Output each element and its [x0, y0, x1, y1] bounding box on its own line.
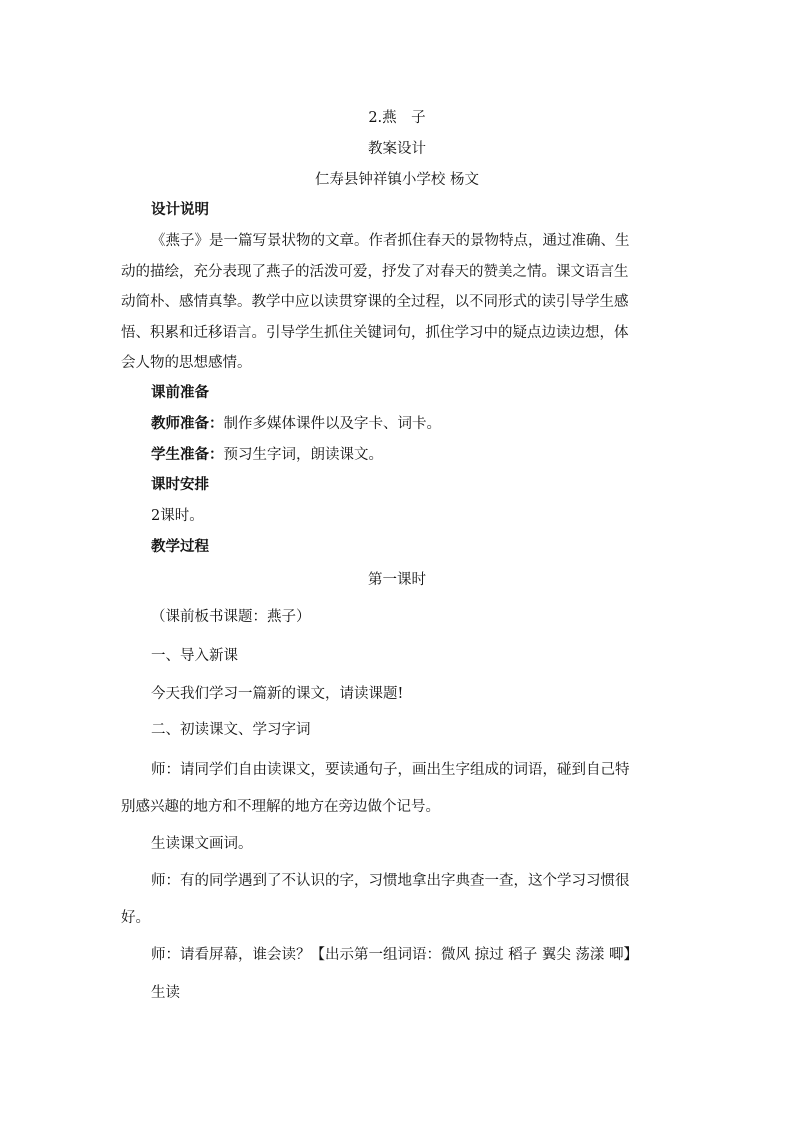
teacher-preparation-label: 教师准备： [151, 415, 224, 432]
teacher-instruction-1-cont: 别感兴趣的地方和不理解的地方在旁边做个记号。 [121, 799, 440, 815]
schedule-heading: 课时安排 [151, 476, 209, 493]
design-notes-line: 悟、积累和迁移语言。引导学生抓住关键词句，抓住学习中的疑点边读边想，体 [121, 325, 629, 341]
design-notes-heading: 设计说明 [151, 201, 209, 218]
teacher-instruction-2-cont: 好。 [121, 910, 150, 926]
student-response-2: 生读 [151, 985, 180, 1001]
teacher-instruction-1: 师：请同学们自由读课文，要读通句子，画出生字组成的词语，碰到自己特 [151, 762, 630, 778]
teacher-preparation-text: 制作多媒体课件以及字卡、词卡。 [223, 416, 441, 432]
student-preparation-text: 预习生字词，朗读课文。 [223, 447, 383, 463]
design-notes-line: 《燕子》是一篇写景状物的文章。作者抓住春天的景物特点，通过准确、生 [151, 233, 630, 249]
preparation-heading: 课前准备 [151, 384, 209, 401]
student-preparation [151, 445, 681, 465]
design-notes-line: 会人物的思想感情。 [121, 355, 252, 371]
design-notes-line: 动的描绘，充分表现了燕子的活泼可爱，抒发了对春天的赞美之情。课文语言生 [121, 264, 629, 280]
intro-text: 今天我们学习一篇新的课文，请读课题! [151, 686, 404, 702]
teacher-instruction-2: 师：有的同学遇到了不认识的字，习惯地拿出字典查一查，这个学习习惯很 [151, 873, 630, 889]
student-preparation-label: 学生准备： [151, 446, 224, 463]
section-one-heading: 一、导入新课 [151, 648, 238, 664]
author-line: 仁寿县钟祥镇小学校 杨文 [314, 172, 480, 188]
schedule-text: 2课时。 [151, 508, 204, 524]
doc-type: 教案设计 [368, 141, 426, 157]
design-notes-line: 动简朴、感情真挚。教学中应以读贯穿课的全过程，以不同形式的读引导学生感 [121, 294, 629, 310]
lesson-title: 2.燕 子 [368, 110, 426, 126]
lesson-one-title: 第一课时 [368, 572, 426, 588]
student-response-1: 生读课文画词。 [151, 836, 253, 852]
teacher-instruction-3: 师：请看屏幕，谁会读？【出示第一组词语：微风 掠过 稻子 翼尖 荡漾 唧】 [151, 947, 639, 963]
teacher-preparation [151, 414, 681, 434]
board-note: （课前板书课题：燕子） [151, 609, 311, 625]
process-heading: 教学过程 [151, 538, 209, 555]
section-two-heading: 二、初读课文、学习字词 [151, 722, 311, 738]
